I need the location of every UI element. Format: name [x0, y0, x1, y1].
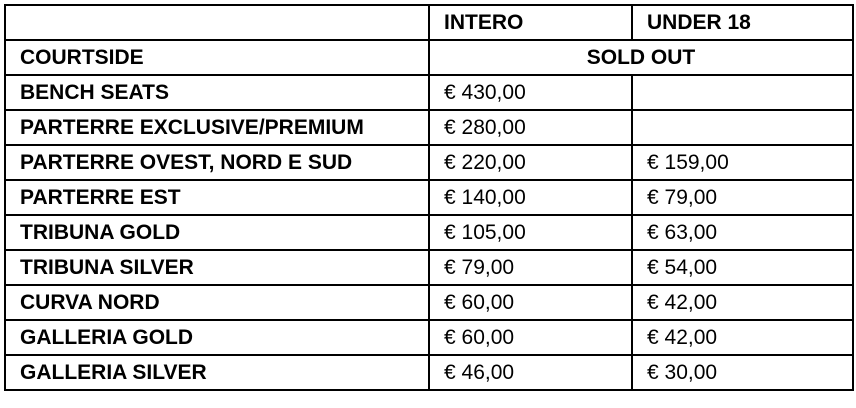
- table-row: [5, 250, 853, 285]
- sector-name: CURVA NORD: [5, 285, 429, 320]
- header-sector-cell: [5, 5, 429, 40]
- intero-price: € 60,00: [429, 320, 632, 355]
- table-row: [5, 180, 853, 215]
- sold-out-status: SOLD OUT: [429, 40, 853, 75]
- intero-price: € 79,00: [429, 250, 632, 285]
- under18-price: [632, 75, 853, 110]
- sector-name: PARTERRE EST: [5, 180, 429, 215]
- under18-price: € 63,00: [632, 215, 853, 250]
- under18-price: € 54,00: [632, 250, 853, 285]
- sector-name: TRIBUNA GOLD: [5, 215, 429, 250]
- under18-price: € 159,00: [632, 145, 853, 180]
- sector-name: PARTERRE OVEST, NORD E SUD: [5, 145, 429, 180]
- courtside-row: [5, 40, 853, 75]
- under18-price: [632, 110, 853, 145]
- table-row: [5, 110, 853, 145]
- intero-price: € 46,00: [429, 355, 632, 390]
- table-row: [5, 215, 853, 250]
- header-intero-cell: INTERO: [429, 5, 632, 40]
- intero-price: € 220,00: [429, 145, 632, 180]
- ticket-price-table: [4, 4, 854, 391]
- intero-price: € 430,00: [429, 75, 632, 110]
- intero-price: € 105,00: [429, 215, 632, 250]
- under18-price: € 42,00: [632, 320, 853, 355]
- table-row: [5, 145, 853, 180]
- sector-name: BENCH SEATS: [5, 75, 429, 110]
- table-row: [5, 355, 853, 390]
- sector-name: GALLERIA SILVER: [5, 355, 429, 390]
- under18-price: € 42,00: [632, 285, 853, 320]
- intero-price: € 280,00: [429, 110, 632, 145]
- sector-name: TRIBUNA SILVER: [5, 250, 429, 285]
- intero-price: € 140,00: [429, 180, 632, 215]
- table-row: [5, 320, 853, 355]
- table-row: [5, 75, 853, 110]
- under18-price: € 30,00: [632, 355, 853, 390]
- table-row: [5, 285, 853, 320]
- header-under18-cell: UNDER 18: [632, 5, 853, 40]
- intero-price: € 60,00: [429, 285, 632, 320]
- under18-price: € 79,00: [632, 180, 853, 215]
- sector-name: GALLERIA GOLD: [5, 320, 429, 355]
- courtside-label: COURTSIDE: [5, 40, 429, 75]
- sector-name: PARTERRE EXCLUSIVE/PREMIUM: [5, 110, 429, 145]
- header-row: [5, 5, 853, 40]
